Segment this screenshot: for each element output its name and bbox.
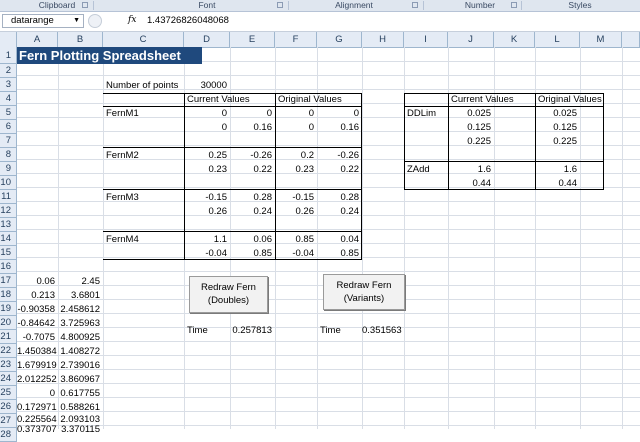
zadd-orig-2[interactable]: 0.44: [558, 178, 577, 189]
col-a-value[interactable]: 0.373707: [17, 424, 57, 435]
gridline: [17, 397, 640, 398]
insert-function-icon[interactable]: fx: [128, 15, 137, 25]
ddlim-table-border-mid: [535, 93, 536, 190]
row-header-20[interactable]: 20: [0, 316, 17, 330]
m4-r15-cur-a[interactable]: -0.04: [205, 248, 227, 259]
time-label-variants: Time: [320, 325, 341, 336]
fern-table-border-mid: [275, 93, 276, 260]
m3-r11-orig-a[interactable]: -0.15: [292, 192, 314, 203]
col-b-value[interactable]: 3.6801: [70, 290, 100, 301]
m3-r11-orig-b[interactable]: 0.28: [340, 192, 359, 203]
col-a-value[interactable]: 2.012252: [17, 374, 57, 385]
m1-r5-cur-a[interactable]: 0: [221, 108, 227, 119]
m3-r11-cur-b[interactable]: 0.28: [253, 192, 272, 203]
gridline: [17, 313, 640, 314]
ribbon-group-clipboard: Clipboard: [38, 0, 76, 10]
column-header-i[interactable]: I: [404, 32, 448, 47]
col-b-value[interactable]: 1.408272: [60, 346, 100, 357]
row-header-1[interactable]: 1: [0, 47, 17, 64]
row-header-7[interactable]: 7: [0, 134, 17, 148]
time-doubles-value[interactable]: 0.257813: [232, 325, 272, 336]
gridline: [622, 47, 623, 429]
ddlim-original-header: Original Values: [538, 94, 602, 105]
row-header-12[interactable]: 12: [0, 204, 17, 218]
col-b-value[interactable]: 3.725963: [60, 318, 100, 329]
col-a-value[interactable]: 0.06: [36, 276, 55, 287]
row-header-3[interactable]: 3: [0, 78, 17, 92]
ribbon-group-number: Number: [464, 0, 496, 10]
col-b-value[interactable]: 0.588261: [60, 402, 100, 413]
col-a-value[interactable]: 0.213: [31, 290, 55, 301]
ddlim-current-header: Current Values: [451, 94, 514, 105]
zadd-label: ZAdd: [407, 164, 430, 175]
fern-table-border-m2: [103, 147, 362, 148]
fern-table-border-m3: [103, 189, 362, 190]
fern-table-border-left: [184, 93, 185, 260]
m3-r12-orig-a[interactable]: 0.26: [295, 206, 314, 217]
ribbon-group-styles: Styles: [568, 0, 592, 10]
m1-r6-cur-a[interactable]: 0: [221, 122, 227, 133]
gridline: [362, 47, 363, 429]
gridline: [17, 369, 640, 370]
ddlim-table-border-zadd: [404, 161, 604, 162]
m4-r14-orig-a[interactable]: 0.85: [295, 234, 314, 245]
col-a-value[interactable]: -0.84642: [17, 318, 55, 329]
m4-r14-orig-b[interactable]: 0.04: [340, 234, 359, 245]
row-header-26[interactable]: 26: [0, 400, 17, 414]
col-a-value[interactable]: 0.225564: [17, 414, 57, 425]
zadd-orig-1[interactable]: 1.6: [563, 164, 577, 175]
fern-table-border-right: [361, 93, 362, 260]
gridline: [17, 411, 640, 412]
col-a-value[interactable]: -0.7075: [22, 332, 55, 343]
gridline: [17, 425, 640, 426]
ribbon-separator: [423, 1, 424, 10]
row-header-16[interactable]: 16: [0, 260, 17, 274]
col-b-value[interactable]: 2.093103: [60, 414, 100, 425]
chevron-down-icon[interactable]: ▼: [73, 17, 80, 24]
row-header-11[interactable]: 11: [0, 190, 17, 204]
column-header-c[interactable]: C: [103, 32, 184, 47]
row-header-5[interactable]: 5: [0, 106, 17, 120]
m4-r15-orig-a[interactable]: -0.04: [292, 248, 314, 259]
ddlim-cur-1[interactable]: 0.025: [467, 108, 491, 119]
row-header-9[interactable]: 9: [0, 162, 17, 176]
m4-r15-orig-b[interactable]: 0.85: [340, 248, 359, 259]
m2-r9-cur-a[interactable]: 0.23: [208, 164, 227, 175]
m3-r12-orig-b[interactable]: 0.24: [340, 206, 359, 217]
m1-r5-orig-a[interactable]: 0: [308, 108, 314, 119]
column-header-m[interactable]: M: [580, 32, 622, 47]
row-header-19[interactable]: 19: [0, 302, 17, 316]
row-header-15[interactable]: 15: [0, 246, 17, 260]
fern-m2-label: FernM2: [106, 150, 139, 161]
formula-bar: [0, 12, 640, 32]
number-of-points-value[interactable]: 30000: [200, 80, 227, 91]
col-b-value[interactable]: 0.617755: [60, 388, 100, 399]
fern-m3-label: FernM3: [106, 192, 139, 203]
row-header-4[interactable]: 4: [0, 92, 17, 106]
col-a-value[interactable]: 0: [49, 388, 55, 399]
alignment-launcher-icon[interactable]: [412, 2, 418, 8]
zadd-cur-1[interactable]: 1.6: [477, 164, 491, 175]
column-header-b[interactable]: B: [58, 32, 103, 47]
m2-r8-cur-b[interactable]: -0.26: [250, 150, 272, 161]
ddlim-cur-2[interactable]: 0.125: [467, 122, 491, 133]
col-b-value[interactable]: 3.370115: [61, 424, 100, 435]
m1-r5-orig-b[interactable]: 0: [353, 108, 359, 119]
m2-r9-orig-a[interactable]: 0.23: [295, 164, 314, 175]
time-variants-value[interactable]: 0.351563: [362, 325, 402, 336]
ddlim-orig-3[interactable]: 0.225: [553, 136, 577, 147]
m1-r5-cur-b[interactable]: 0: [266, 108, 272, 119]
column-header-d[interactable]: D: [184, 32, 230, 47]
col-b-value[interactable]: 2.739016: [60, 360, 100, 371]
column-header-n[interactable]: [622, 32, 640, 47]
fern-m4-label: FernM4: [106, 234, 139, 245]
column-header-j[interactable]: J: [448, 32, 494, 47]
row-header-27[interactable]: 27: [0, 414, 17, 428]
column-header-g[interactable]: G: [317, 32, 362, 47]
column-header-f[interactable]: F: [275, 32, 317, 47]
ddlim-orig-2[interactable]: 0.125: [553, 122, 577, 133]
redraw-fern-variants-sublabel: (Variants): [343, 293, 385, 304]
ddlim-table-border-right: [603, 93, 604, 190]
row-header-24[interactable]: 24: [0, 372, 17, 386]
m1-r6-cur-b[interactable]: 0.16: [253, 122, 272, 133]
ddlim-orig-1[interactable]: 0.025: [553, 108, 577, 119]
m4-r14-cur-b[interactable]: 0.06: [253, 234, 272, 245]
m2-r9-cur-b[interactable]: 0.22: [253, 164, 272, 175]
m2-r8-orig-a[interactable]: 0.2: [300, 150, 314, 161]
gridline: [17, 355, 640, 356]
row-header-6[interactable]: 6: [0, 120, 17, 134]
font-launcher-icon[interactable]: [277, 2, 283, 8]
ddlim-table-border-inner: [448, 93, 449, 190]
row-header-14[interactable]: 14: [0, 232, 17, 246]
col-b-value[interactable]: 3.860967: [60, 374, 100, 385]
col-a-value[interactable]: 0.172971: [17, 402, 57, 413]
ribbon-group-labels: [0, 0, 640, 12]
m3-r11-cur-a[interactable]: -0.15: [205, 192, 227, 203]
row-header-8[interactable]: 8: [0, 148, 17, 162]
m3-r12-cur-a[interactable]: 0.26: [208, 206, 227, 217]
ddlim-cur-3[interactable]: 0.225: [467, 136, 491, 147]
clipboard-launcher-icon[interactable]: [82, 2, 88, 8]
row-header-2[interactable]: 2: [0, 64, 17, 78]
redraw-fern-doubles-label: Redraw Fern: [201, 282, 256, 293]
col-b-value[interactable]: 4.800925: [60, 332, 100, 343]
gridline: [17, 229, 640, 230]
column-header-k[interactable]: K: [494, 32, 535, 47]
gridline: [17, 341, 640, 342]
ribbon-separator: [521, 1, 522, 10]
time-label-doubles: Time: [187, 325, 208, 336]
column-header-l[interactable]: L: [535, 32, 580, 47]
ddlim-table-border-top: [404, 93, 604, 94]
ribbon-separator: [93, 1, 94, 10]
number-of-points-label: Number of points: [106, 80, 179, 91]
redraw-fern-doubles-button[interactable]: [189, 276, 268, 313]
gridline: [17, 271, 640, 272]
col-b-value[interactable]: 2.45: [81, 276, 100, 287]
ddlim-table-border-left: [404, 93, 405, 190]
m1-r6-orig-a[interactable]: 0: [308, 122, 314, 133]
row-header-21[interactable]: 21: [0, 330, 17, 344]
fern-m1-label: FernM1: [106, 108, 139, 119]
row-header-13[interactable]: 13: [0, 218, 17, 232]
fern-table-border-top: [103, 93, 362, 94]
row-header-22[interactable]: 22: [0, 344, 17, 358]
row-header-28[interactable]: 28: [0, 428, 17, 442]
name-box[interactable]: [2, 14, 84, 28]
row-header-23[interactable]: 23: [0, 358, 17, 372]
ribbon-separator: [288, 1, 289, 10]
row-header-10[interactable]: 10: [0, 176, 17, 190]
m2-r8-cur-a[interactable]: 0.25: [208, 150, 227, 161]
m3-r12-cur-b[interactable]: 0.24: [253, 206, 272, 217]
redraw-fern-doubles-sublabel: (Doubles): [207, 295, 250, 306]
ribbon-group-font: Font: [198, 0, 216, 10]
fern-table-border-bottom: [103, 259, 362, 260]
fern-table-border-m4: [103, 231, 362, 232]
m4-r14-cur-a[interactable]: 1.1: [213, 234, 227, 245]
ddlim-table-border-header: [404, 106, 604, 107]
ribbon-group-alignment: Alignment: [335, 0, 373, 10]
formula-input[interactable]: 1.43726826048068: [147, 15, 229, 26]
formula-divider-handle-icon[interactable]: [88, 14, 102, 28]
row-header-17[interactable]: 17: [0, 274, 17, 288]
number-launcher-icon[interactable]: [511, 2, 517, 8]
column-header-e[interactable]: E: [230, 32, 275, 47]
ddlim-label: DDLim: [407, 108, 437, 119]
gridline: [17, 75, 640, 76]
m2-r8-orig-b[interactable]: -0.26: [337, 150, 359, 161]
row-header-25[interactable]: 25: [0, 386, 17, 400]
m2-r9-orig-b[interactable]: 0.22: [340, 164, 359, 175]
zadd-cur-2[interactable]: 0.44: [472, 178, 491, 189]
row-header-18[interactable]: 18: [0, 288, 17, 302]
col-a-value[interactable]: 1.450384: [17, 346, 57, 357]
col-b-value[interactable]: 2.458612: [60, 304, 100, 315]
ddlim-table-border-bottom: [404, 189, 604, 190]
fern-table-border-header: [103, 106, 362, 107]
sheet-title: Fern Plotting Spreadsheet: [17, 47, 202, 64]
column-header-a[interactable]: A: [17, 32, 58, 47]
name-box-value: datarange: [11, 15, 54, 26]
redraw-fern-variants-label: Redraw Fern: [336, 280, 392, 291]
m1-r6-orig-b[interactable]: 0.16: [340, 122, 359, 133]
col-a-value[interactable]: 1.679919: [17, 360, 57, 371]
original-values-header: Original Values: [278, 94, 342, 105]
column-header-h[interactable]: H: [362, 32, 404, 47]
gridline: [17, 383, 640, 384]
redraw-fern-variants-button[interactable]: [323, 274, 405, 310]
current-values-header: Current Values: [187, 94, 250, 105]
column-headers: [0, 32, 640, 48]
col-a-value[interactable]: -0.90358: [17, 304, 55, 315]
m4-r15-cur-b[interactable]: 0.85: [253, 248, 272, 259]
select-all-corner[interactable]: [0, 32, 17, 47]
